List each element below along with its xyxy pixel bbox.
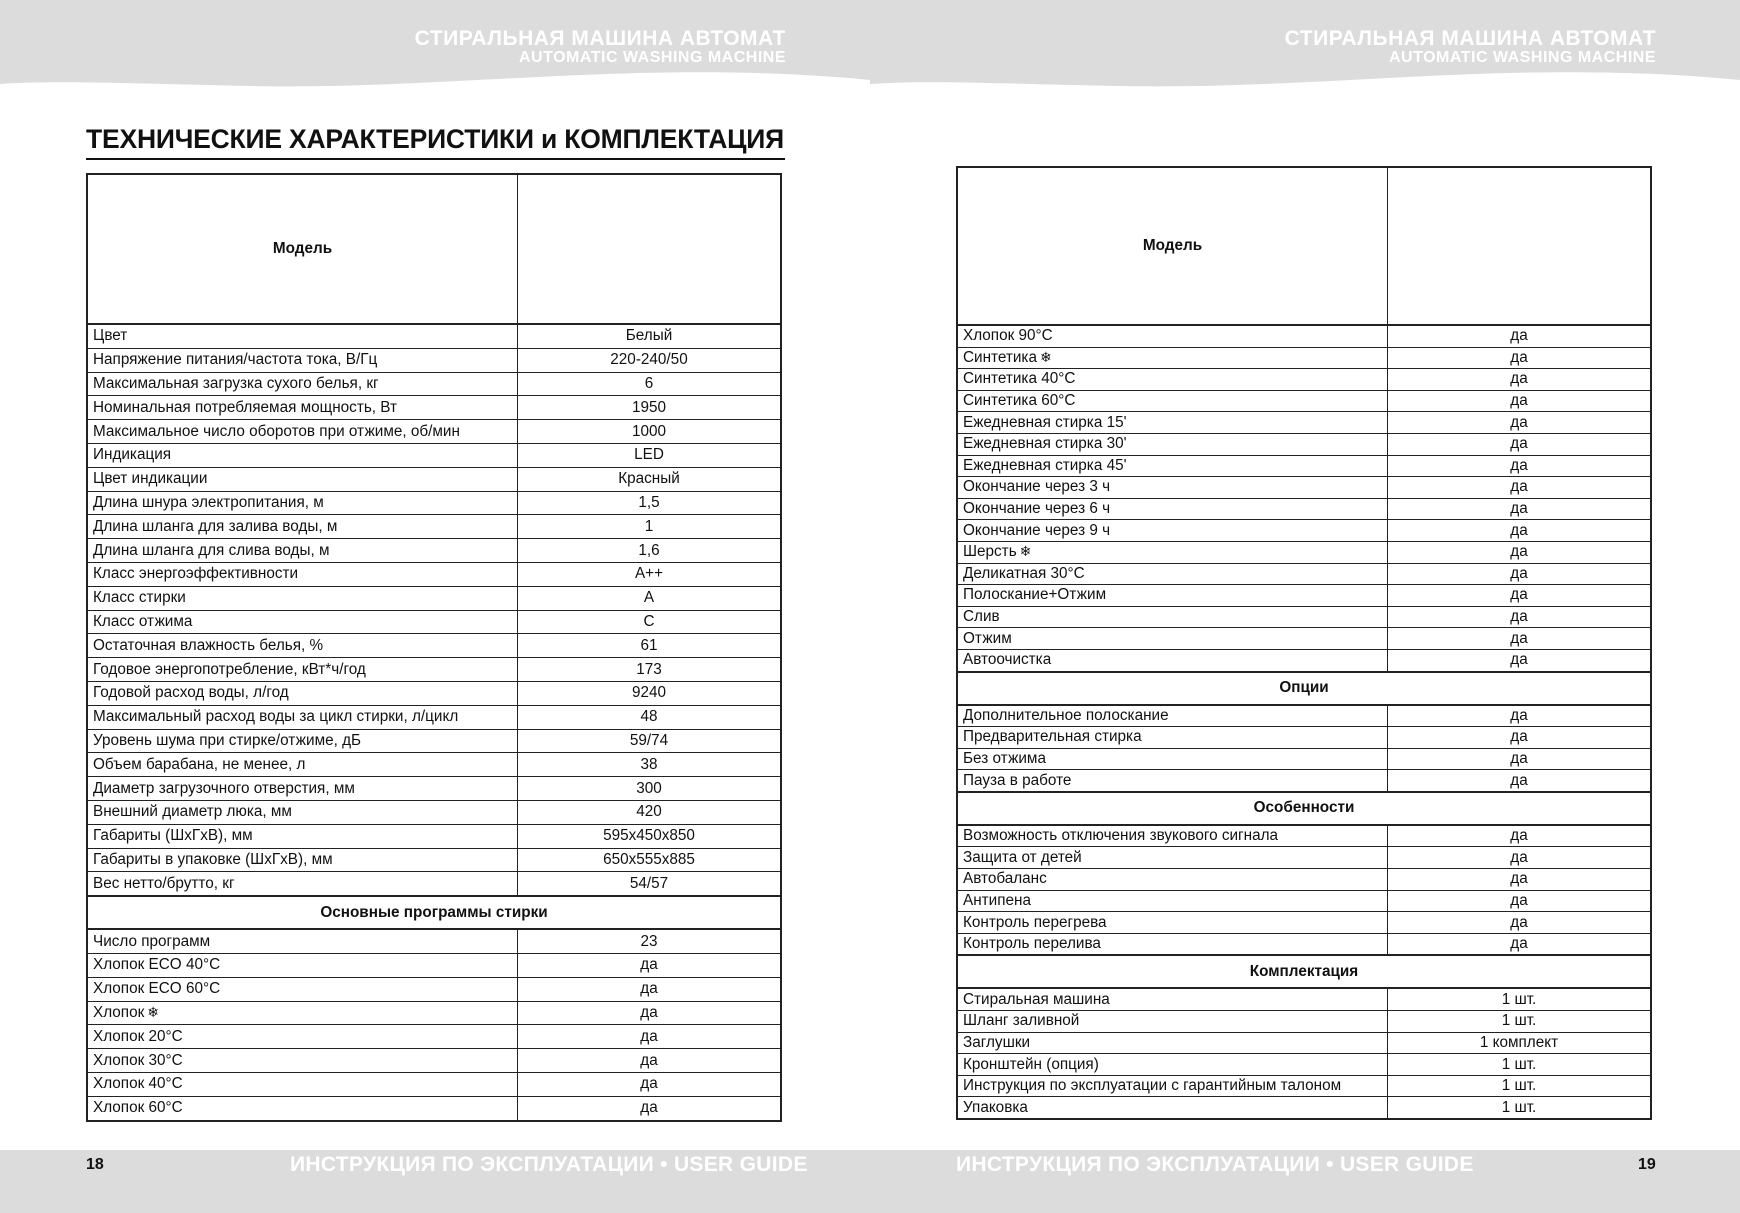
row-label-text: Контроль перелива [963, 935, 1101, 953]
row-label-text: Длина шнура электропитания, м [93, 493, 324, 511]
table-row [87, 515, 781, 539]
row-label-text: Годовое энергопотребление, кВт*ч/год [93, 660, 366, 678]
table-row [87, 729, 781, 753]
row-label-text: Шланг заливной [963, 1012, 1080, 1030]
row-label [957, 705, 1388, 727]
row-value: Красный [518, 467, 782, 491]
table-row [87, 467, 781, 491]
model-label: Модель [87, 174, 518, 324]
row-value: 23 [518, 929, 782, 953]
row-label [957, 498, 1388, 520]
header-title-en: AUTOMATIC WASHING MACHINE [518, 49, 786, 66]
row-label-text: Хлопок ECO 60°C [93, 980, 221, 998]
row-value: да [1388, 847, 1652, 869]
model-label: Модель [957, 167, 1388, 325]
row-label-text: Хлопок 20°C [93, 1027, 183, 1045]
header-band [0, 0, 870, 95]
table-row [957, 563, 1651, 585]
row-label-text: Хлопок 30°C [93, 1051, 183, 1069]
model-value [518, 174, 782, 324]
footer-title: ИНСТРУКЦИЯ ПО ЭКСПЛУАТАЦИИ • USER GUIDE [956, 1153, 1474, 1176]
table-row [957, 369, 1651, 391]
row-value: да [518, 977, 782, 1001]
table-row [957, 869, 1651, 891]
row-value: 1 шт. [1388, 1011, 1652, 1033]
row-label [957, 606, 1388, 628]
row-value: 9240 [518, 681, 782, 705]
row-label-text: Защита от детей [963, 848, 1082, 866]
row-label-text: Годовой расход воды, л/год [93, 684, 289, 702]
row-label-text: Длина шланга для залива воды, м [93, 517, 338, 535]
page-number: 18 [86, 1156, 104, 1173]
table-row [957, 825, 1651, 847]
row-value: да [1388, 477, 1652, 499]
row-label [957, 988, 1388, 1010]
snowflake-icon: ❄ [1019, 543, 1032, 560]
table-row [957, 988, 1651, 1010]
table-row [87, 562, 781, 586]
row-value: да [518, 1025, 782, 1049]
row-value: 1000 [518, 420, 782, 444]
row-value: да [1388, 433, 1652, 455]
row-value: да [1388, 933, 1652, 955]
row-label-text: Индикация [93, 446, 172, 464]
row-label [87, 443, 518, 467]
row-label [957, 727, 1388, 749]
row-value: да [1388, 325, 1652, 347]
model-row [957, 167, 1651, 325]
row-value: 420 [518, 800, 782, 824]
row-label [87, 324, 518, 348]
table-row [87, 324, 781, 348]
table-row [957, 649, 1651, 671]
row-label-text: Габариты (ШхГхВ), мм [93, 827, 253, 845]
spec-table-left [86, 173, 782, 1122]
table-row [87, 777, 781, 801]
row-value: да [1388, 390, 1652, 412]
row-label-text: Цвет [93, 327, 128, 345]
row-label [957, 933, 1388, 955]
table-row [957, 541, 1651, 563]
table-row [87, 1072, 781, 1096]
row-value: A [518, 586, 782, 610]
row-label [957, 347, 1388, 369]
section-heading: Комплектация [957, 955, 1651, 988]
row-label [957, 585, 1388, 607]
row-label-text: Объем барабана, не менее, л [93, 755, 306, 773]
table-row [87, 681, 781, 705]
row-label-text: Синтетика 40°C [963, 370, 1076, 388]
row-label-text: Отжим [963, 629, 1012, 647]
row-label [87, 372, 518, 396]
table-row [957, 705, 1651, 727]
table-row [957, 727, 1651, 749]
row-label-text: Без отжима [963, 749, 1046, 767]
row-value: да [1388, 705, 1652, 727]
table-row [87, 610, 781, 634]
row-value: да [1388, 912, 1652, 934]
row-label-text: Стиральная машина [963, 990, 1110, 1008]
row-label [87, 800, 518, 824]
row-label [87, 824, 518, 848]
table-row [87, 1025, 781, 1049]
row-label-text: Возможность отключения звукового сигнала [963, 827, 1279, 845]
table-row [957, 325, 1651, 347]
row-label [957, 477, 1388, 499]
section-heading-row [87, 896, 781, 929]
row-value: да [1388, 825, 1652, 847]
row-label [87, 681, 518, 705]
row-label [87, 872, 518, 896]
row-value: да [1388, 455, 1652, 477]
row-label-text: Предварительная стирка [963, 728, 1142, 746]
row-label [87, 848, 518, 872]
section-heading-row [957, 955, 1651, 988]
header-title-ru: СТИРАЛЬНАЯ МАШИНА АВТОМАТ [414, 27, 786, 50]
row-value: 1,5 [518, 491, 782, 515]
row-label [957, 628, 1388, 650]
table-row [87, 953, 781, 977]
row-label [957, 433, 1388, 455]
row-label-text: Окончание через 9 ч [963, 521, 1111, 539]
page-title: ТЕХНИЧЕСКИЕ ХАРАКТЕРИСТИКИ и КОМПЛЕКТАЦИЯ [86, 124, 785, 160]
row-label-text: Ежедневная стирка 15' [963, 413, 1127, 431]
row-label [957, 748, 1388, 770]
row-label-text: Пауза в работе [963, 771, 1072, 789]
row-label-text: Максимальная загрузка сухого белья, кг [93, 374, 379, 392]
table-row [957, 1054, 1651, 1076]
row-label-text: Инструкция по эксплуатации с гарантийным талоном [963, 1077, 1342, 1095]
row-value: 1 комплект [1388, 1032, 1652, 1054]
row-value: 61 [518, 634, 782, 658]
row-value: 220-240/50 [518, 348, 782, 372]
row-value: да [1388, 727, 1652, 749]
row-value: Белый [518, 324, 782, 348]
table-row [957, 770, 1651, 792]
table-row [87, 396, 781, 420]
row-label [87, 1001, 518, 1025]
row-value: да [1388, 563, 1652, 585]
row-label-text: Синтетика [963, 348, 1037, 366]
row-label [87, 396, 518, 420]
row-label [87, 705, 518, 729]
row-label-text: Окончание через 6 ч [963, 500, 1111, 518]
row-label-text: Габариты в упаковке (ШхГхВ), мм [93, 850, 333, 868]
row-label [87, 753, 518, 777]
row-value: 1 шт. [1388, 1054, 1652, 1076]
table-row [957, 606, 1651, 628]
row-value: A++ [518, 562, 782, 586]
table-row [87, 1001, 781, 1025]
row-label [87, 515, 518, 539]
row-value: 1,6 [518, 539, 782, 563]
row-value: да [1388, 347, 1652, 369]
row-value: да [518, 1072, 782, 1096]
table-row [957, 433, 1651, 455]
section-heading-row [957, 672, 1651, 705]
row-label-text: Слив [963, 608, 1000, 626]
row-label-text: Номинальная потребляемая мощность, Вт [93, 398, 397, 416]
row-label [957, 455, 1388, 477]
row-label [87, 1049, 518, 1073]
row-label [957, 847, 1388, 869]
row-value: 6 [518, 372, 782, 396]
row-label [87, 1025, 518, 1049]
row-label-text: Хлопок ECO 40°C [93, 956, 221, 974]
table-row [957, 585, 1651, 607]
row-value: 650х555х885 [518, 848, 782, 872]
row-value: да [518, 1001, 782, 1025]
row-value: да [1388, 369, 1652, 391]
row-value: да [518, 1049, 782, 1073]
row-label-text: Класс отжима [93, 612, 193, 630]
row-value: 1950 [518, 396, 782, 420]
snowflake-icon: ❄ [147, 1003, 160, 1020]
row-label-text: Максимальный расход воды за цикл стирки, л/цикл [93, 708, 459, 726]
model-value [1388, 167, 1652, 325]
table-row [87, 705, 781, 729]
table-row [87, 929, 781, 953]
table-row [87, 848, 781, 872]
table-row [957, 390, 1651, 412]
row-label [957, 890, 1388, 912]
row-label-text: Шерсть [963, 543, 1017, 561]
footer-title: ИНСТРУКЦИЯ ПО ЭКСПЛУАТАЦИИ • USER GUIDE [290, 1153, 808, 1176]
row-label [957, 563, 1388, 585]
row-label-text: Окончание через 3 ч [963, 478, 1111, 496]
page-number: 19 [1638, 1156, 1656, 1173]
row-value: 173 [518, 658, 782, 682]
section-heading: Основные программы стирки [87, 896, 781, 929]
table-row [87, 824, 781, 848]
row-label-text: Диаметр загрузочного отверстия, мм [93, 779, 355, 797]
row-label-text: Ежедневная стирка 45' [963, 456, 1127, 474]
row-label [957, 412, 1388, 434]
row-label-text: Ежедневная стирка 30' [963, 435, 1127, 453]
row-label [87, 929, 518, 953]
header-title [1285, 28, 1656, 66]
table-row [87, 872, 781, 896]
table-row [87, 1049, 781, 1073]
row-value: 54/57 [518, 872, 782, 896]
row-label [957, 1097, 1388, 1119]
row-label [87, 586, 518, 610]
row-label [87, 348, 518, 372]
row-label-text: Деликатная 30°C [963, 564, 1085, 582]
row-value: да [1388, 541, 1652, 563]
row-value: да [1388, 585, 1652, 607]
row-label-text: Контроль перегрева [963, 913, 1107, 931]
row-label [957, 541, 1388, 563]
table-row [87, 443, 781, 467]
table-row [957, 1011, 1651, 1033]
table-row [957, 628, 1651, 650]
row-label-text: Полоскание+Отжим [963, 586, 1107, 604]
row-label-text: Автобаланс [963, 870, 1047, 888]
row-label [87, 1096, 518, 1120]
table-row [957, 477, 1651, 499]
table-row [87, 539, 781, 563]
table-row [957, 455, 1651, 477]
row-label-text: Класс стирки [93, 589, 186, 607]
table-row [957, 933, 1651, 955]
table-row [957, 1075, 1651, 1097]
row-label-text: Максимальное число оборотов при отжиме, об/мин [93, 422, 460, 440]
section-heading-row [957, 792, 1651, 825]
table-row [957, 1097, 1651, 1119]
row-value: да [1388, 498, 1652, 520]
table-row [87, 420, 781, 444]
row-label-text: Хлопок 60°C [93, 1099, 183, 1117]
table-row [957, 890, 1651, 912]
row-label [87, 729, 518, 753]
row-label-text: Автоочистка [963, 651, 1052, 669]
row-label-text: Хлопок [93, 1003, 145, 1021]
row-value: да [1388, 649, 1652, 671]
row-value: 1 шт. [1388, 1075, 1652, 1097]
row-label-text: Кронштейн (опция) [963, 1055, 1099, 1073]
row-label [957, 649, 1388, 671]
table-row [957, 520, 1651, 542]
row-label-text: Число программ [93, 932, 211, 950]
row-label-text: Упаковка [963, 1098, 1028, 1116]
row-label [957, 1032, 1388, 1054]
row-label [957, 1075, 1388, 1097]
row-label [87, 658, 518, 682]
row-label [957, 390, 1388, 412]
header-title-en: AUTOMATIC WASHING MACHINE [1388, 49, 1656, 66]
row-value: 595х450х850 [518, 824, 782, 848]
row-value: 1 шт. [1388, 1097, 1652, 1119]
table-row [87, 1096, 781, 1120]
row-label [957, 1011, 1388, 1033]
row-label [87, 977, 518, 1001]
row-label [957, 825, 1388, 847]
row-label-text: Вес нетто/брутто, кг [93, 874, 235, 892]
row-label [957, 912, 1388, 934]
table-row [87, 977, 781, 1001]
row-value: 59/74 [518, 729, 782, 753]
row-label-text: Дополнительное полоскание [963, 706, 1169, 724]
row-label [87, 467, 518, 491]
row-label-text: Хлопок 90°C [963, 327, 1053, 345]
row-label [957, 520, 1388, 542]
row-value: 1 шт. [1388, 988, 1652, 1010]
table-row [957, 1032, 1651, 1054]
row-label-text: Уровень шума при стирке/отжиме, дБ [93, 731, 362, 749]
row-value: 38 [518, 753, 782, 777]
row-value: 1 [518, 515, 782, 539]
header-title [415, 28, 786, 66]
row-value: да [1388, 628, 1652, 650]
row-value: да [518, 953, 782, 977]
row-label-text: Напряжение питания/частота тока, В/Гц [93, 351, 378, 369]
row-label-text: Хлопок 40°C [93, 1075, 183, 1093]
table-row [957, 912, 1651, 934]
header-band [870, 0, 1740, 95]
spec-table-right [956, 166, 1652, 1120]
table-row [957, 847, 1651, 869]
table-row [87, 753, 781, 777]
table-row [87, 800, 781, 824]
row-label [957, 1054, 1388, 1076]
table-row [87, 348, 781, 372]
row-label [87, 1072, 518, 1096]
row-label [87, 777, 518, 801]
table-row [957, 347, 1651, 369]
snowflake-icon: ❄ [1039, 348, 1052, 365]
header-title-ru: СТИРАЛЬНАЯ МАШИНА АВТОМАТ [1284, 27, 1656, 50]
table-row [87, 372, 781, 396]
row-value: 300 [518, 777, 782, 801]
row-label [957, 770, 1388, 792]
row-label [957, 369, 1388, 391]
row-value: да [1388, 890, 1652, 912]
row-label [87, 634, 518, 658]
section-heading: Особенности [957, 792, 1651, 825]
table-row [957, 412, 1651, 434]
row-value: да [518, 1096, 782, 1120]
row-value: C [518, 610, 782, 634]
row-label-text: Синтетика 60°C [963, 392, 1076, 410]
page-right [870, 0, 1740, 1213]
section-heading: Опции [957, 672, 1651, 705]
row-value: 48 [518, 705, 782, 729]
row-value: да [1388, 748, 1652, 770]
row-value: да [1388, 412, 1652, 434]
row-label-text: Антипена [963, 891, 1031, 909]
row-label-text: Внешний диаметр люка, мм [93, 803, 292, 821]
row-value: да [1388, 869, 1652, 891]
table-row [87, 491, 781, 515]
table-row [87, 658, 781, 682]
row-label [957, 325, 1388, 347]
model-row [87, 174, 781, 324]
row-label-text: Остаточная влажность белья, % [93, 636, 324, 654]
row-label [957, 869, 1388, 891]
table-row [957, 498, 1651, 520]
row-label [87, 420, 518, 444]
row-label-text: Длина шланга для слива воды, м [93, 541, 330, 559]
row-value: да [1388, 770, 1652, 792]
row-label [87, 539, 518, 563]
row-value: да [1388, 606, 1652, 628]
table-row [87, 586, 781, 610]
row-label [87, 953, 518, 977]
row-value: LED [518, 443, 782, 467]
row-label-text: Заглушки [963, 1033, 1031, 1051]
row-label-text: Класс энергоэффективности [93, 565, 299, 583]
row-label [87, 610, 518, 634]
row-label-text: Цвет индикации [93, 470, 208, 488]
row-label [87, 562, 518, 586]
table-row [87, 634, 781, 658]
table-row [957, 748, 1651, 770]
row-value: да [1388, 520, 1652, 542]
row-label [87, 491, 518, 515]
